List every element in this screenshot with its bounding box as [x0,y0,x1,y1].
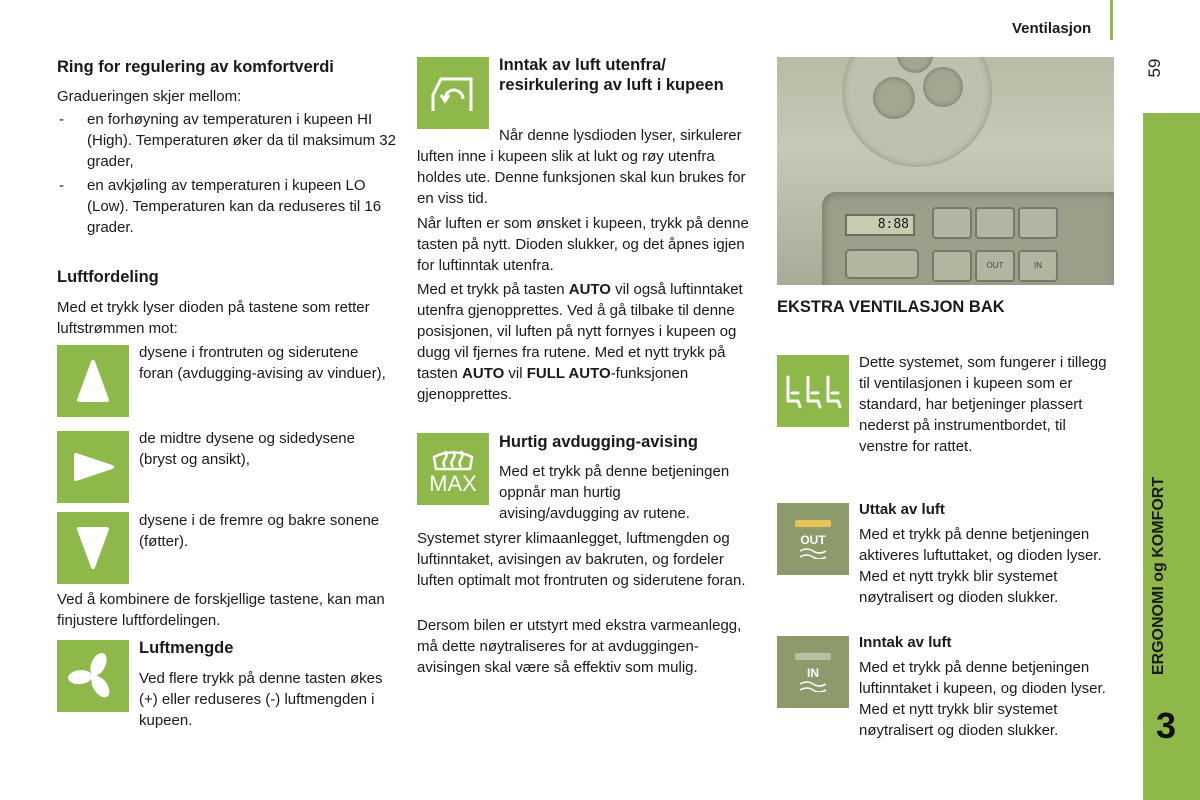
fordeling-outro: Ved å kombinere de forskjellige tastene, kan man finjustere luftfordelingen. [57,591,385,629]
photo-in-button: IN [1018,250,1058,282]
feet-vent-button[interactable] [57,512,129,584]
inntak-para-2: Når luften er som ønsket i kupeen, trykk på denne tasten på nytt. Dioden slukker, og det åpnes igjen for luftinntak utenfra. [417,215,749,274]
fordeling-intro: Med et trykk lyser dioden på tastene som retter luftstrømmen mot: [57,299,370,337]
max-label: MAX [429,471,477,496]
fan-speed-button[interactable] [57,640,129,712]
rear-seats-icon [782,371,844,411]
out-label: OUT [800,532,826,547]
dial-knob [923,67,963,107]
arrow-up-icon [73,356,113,406]
ring-intro: Gradueringen skjer mellom: [57,88,242,105]
rear-ventilation-icon-box [777,355,849,427]
photo-button [932,207,972,239]
uttak-title: Uttak av luft [859,501,945,518]
fordeling-title: Luftfordeling [57,268,159,286]
inntak-para-3: Med et trykk på tasten AUTO vil også luftinntaket utenfra gjenopprettes. Ved å gå tilbake til denne posisjonen, vil luften på nytt fornyes i kupeen og dugg vil fjernes fra rutene. Med et nytt trykk på tasten AUTO vil FULL AUTO-funksjonen gjenopprettes. [417,281,743,403]
header-rule [1110,0,1113,40]
fordeling-item-2: de midtre dysene og sidedysene (bryst og ansikt), [139,430,355,468]
airflow-icon [798,680,828,692]
in-led [795,653,831,660]
fordeling-item-1: dysene i frontruten og siderutene foran (avdugging-avising av vinduer), [139,344,386,382]
airflow-icon [798,547,828,559]
photo-button [1018,207,1058,239]
fan-icon [67,650,119,702]
windshield-vent-button[interactable] [57,345,129,417]
mengde-title: Luftmengde [139,639,234,657]
photo-button [975,207,1015,239]
list-item: - en avkjøling av temperaturen i kupeen LO (Low). Temperaturen kan da reduseres til 16 grader. [57,175,397,238]
recirculation-button[interactable] [417,57,489,129]
uttak-text: Med et trykk på denne betjeningen aktiveres luftuttaket, og dioden lyser. Med et nytt trykk blir systemet nøytralisert og dioden slukker. [859,526,1102,606]
arrow-right-icon [68,447,118,487]
ring-title: Ring for regulering av komfortverdi [57,58,334,76]
photo-out-button: OUT [975,250,1015,282]
hurtig-para-1: Med et trykk på denne betjeningen oppnår man hurtig avising/avdugging av rutene. [499,463,730,522]
car-recirculation-icon [425,71,481,115]
inntak-para-1: Når denne lysdioden lyser, sirkulerer luften inne i kupeen slik at lukt og røy utenfra holdes ute. Denne funksjonen skal kun brukes for en viss tid. [417,127,746,207]
face-vent-button[interactable] [57,431,129,503]
section-title: Ventilasjon [1012,20,1092,37]
page-number: 59 [1145,58,1164,78]
ekstra-text: Dette systemet, som fungerer i tillegg til ventilasjonen i kupeen som er standard, har betjeninger plassert nederst på instrumentbordet, til venstre for rattet. [859,354,1107,455]
ring-list [57,109,397,238]
mengde-text: Ved flere trykk på denne tasten økes (+) eller reduseres (-) luftmengden i kupeen. [139,670,383,729]
list-item: - en forhøyning av temperaturen i kupeen HI (High). Temperaturen øker da til maksimum 32 grader, [57,109,397,172]
inn-text: Med et trykk på denne betjeningen luftinntaket i kupeen, og dioden lyser. Med et nytt trykk blir systemet nøytralisert og dioden slukker. [859,659,1106,739]
air-in-button[interactable] [777,636,849,708]
hurtig-para-3: Dersom bilen er utstyrt med ekstra varmeanlegg, må dette nøytraliseres for at avduggingen-avisingen skal være så effektiv som mulig. [417,617,742,676]
in-label: IN [807,665,819,680]
chapter-tab-label: ERGONOMI og KOMFORT [1150,476,1167,676]
air-out-button[interactable] [777,503,849,575]
fordeling-item-3: dysene i de fremre og bakre sonene (føtter). [139,512,380,550]
inn-title: Inntak av luft [859,634,952,651]
inntak-title: Inntak av luft utenfra/ resirkulering av luft i kupeen [499,56,724,94]
out-led [795,520,831,527]
photo-small-controls [845,249,919,279]
max-defrost-button[interactable] [417,433,489,505]
clock-display: 8:88 [845,214,915,236]
hurtig-para-2: Systemet styrer klimaanlegget, luftmengden og luftinntaket, avisingen av bakruten, og fordeler luften optimalt mot frontruten og siderutene foran. [417,530,746,589]
chapter-number: 3 [1155,705,1177,746]
defrost-icon [430,443,476,471]
dial-panel [842,57,992,167]
arrow-down-icon [73,523,113,573]
hurtig-title: Hurtig avdugging-avising [499,433,698,451]
dial-knob [873,77,915,119]
ekstra-title: EKSTRA VENTILASJON BAK [777,298,1005,316]
photo-button [932,250,972,282]
dashboard-photo [777,57,1114,285]
